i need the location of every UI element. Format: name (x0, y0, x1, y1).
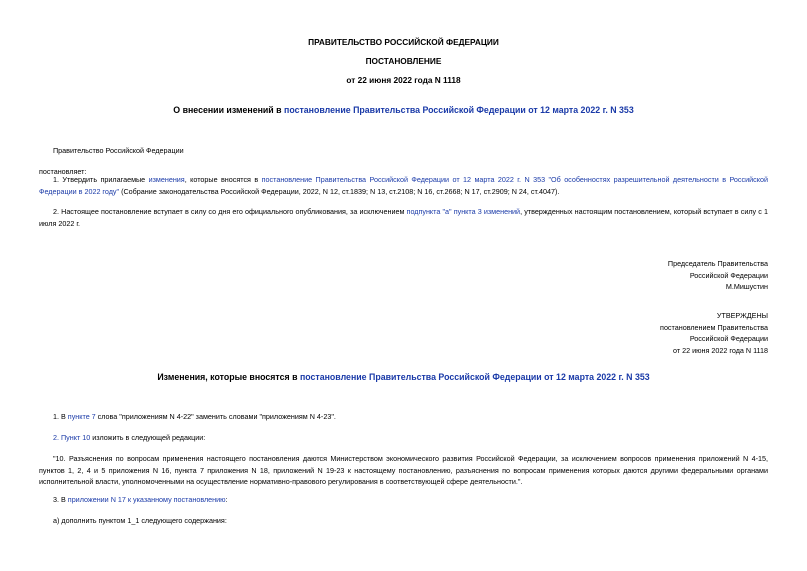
change-1-text-a: 1. В (53, 412, 68, 421)
point-7-link[interactable]: пункте 7 (67, 412, 96, 421)
decides-line: постановляет: (39, 167, 87, 176)
signature-position-2: Российской Федерации (689, 270, 768, 280)
changes-title (0, 372, 807, 382)
paragraph-1-text-b: , которые вносятся в (184, 175, 262, 184)
change-2 (53, 432, 205, 444)
changes-title-link[interactable]: постановление Правительства Российской Федерации от 12 марта 2022 г. N 353 (299, 372, 650, 382)
change-1-text-b: слова "приложениям N 4-22" заменить словами "приложениям N 4-23". (95, 412, 336, 421)
approval-line-4: от 22 июня 2022 года N 1118 (673, 345, 768, 355)
change-2-quote: "10. Разъяснения по вопросам применения настоящего постановления даются Министерством экономического развития Российской Федерации, за исключением вопросов применения приложений N 4-15, пунктов 1, 2, 4 и 5 приложения N 16, пункта 7 приложения N 18, приложений N 19-23 к настоящему постановлению, разъяснения по вопросам применения которых даются другими федеральными органами исполнительной власти, уполномоченными на осуществление нормативно-правового регулирования в соответствующей сфере деятельности.". (39, 454, 768, 486)
paragraph-1-text-a: 1. Утвердить прилагаемые (53, 175, 149, 184)
government-line: Правительство Российской Федерации (53, 146, 184, 155)
approval-line-2: постановлением Правительства (660, 322, 768, 332)
change-1 (53, 411, 336, 423)
government-header: ПРАВИТЕЛЬСТВО РОССИЙСКОЙ ФЕДЕРАЦИИ (308, 37, 499, 47)
changes-title-prefix: Изменения, которые вносятся в (157, 372, 300, 382)
change-3a: а) дополнить пунктом 1_1 следующего содержания: (53, 516, 227, 525)
title-link[interactable]: постановление Правительства Российской Федерации от 12 марта 2022 г. N 353 (284, 105, 634, 115)
document-date-number: от 22 июня 2022 года N 1118 (346, 75, 461, 85)
change-2-text: изложить в следующей редакции: (90, 433, 206, 442)
paragraph-1-text-c: (Собрание законодательства Российской Федерации, 2022, N 12, ст.1839; N 13, ст.2108; N 16, ст.2668; N 17, ст.2909; N 24, ст.4047). (119, 186, 560, 196)
changes-link[interactable]: изменения (148, 175, 185, 184)
paragraph-2-text-a: 2. Настоящее постановление вступает в силу со дня его официального опубликования, за исключением (53, 207, 407, 216)
approval-block (660, 310, 768, 356)
approval-line-3: Российской Федерации (689, 334, 768, 343)
change-3-text-b: : (225, 495, 228, 504)
subparagraph-link[interactable]: подпункта "а" пункта 3 изменений (406, 207, 521, 216)
approval-line-1: УТВЕРЖДЕНЫ (716, 311, 768, 320)
document-title (0, 105, 807, 115)
paragraph-2 (39, 206, 768, 229)
document-title-prefix: О внесении изменений в (173, 105, 285, 115)
signature-position-1: Председатель Правительства (667, 259, 768, 268)
paragraph-1 (39, 174, 768, 197)
signature-block (668, 258, 768, 293)
appendix-17-link[interactable]: приложении N 17 к указанному постановлению (67, 495, 226, 504)
point-10-link[interactable]: 2. Пункт 10 (53, 433, 91, 442)
change-3 (53, 494, 228, 506)
resolution-353-link[interactable]: постановление Правительства Российской Федерации от 12 марта 2022 г. N 353 "Об особенностях разрешительной деятельности в Российской Федерации в 2022 году" (39, 175, 768, 196)
document-type: ПОСТАНОВЛЕНИЕ (365, 56, 442, 66)
signature-name: М.Мишустин (725, 282, 768, 291)
change-3-text-a: 3. В (53, 495, 68, 504)
paragraph-2-text-b: , утвержденных настоящим постановлением, который вступает в силу с 1 июля 2022 г. (39, 207, 768, 228)
